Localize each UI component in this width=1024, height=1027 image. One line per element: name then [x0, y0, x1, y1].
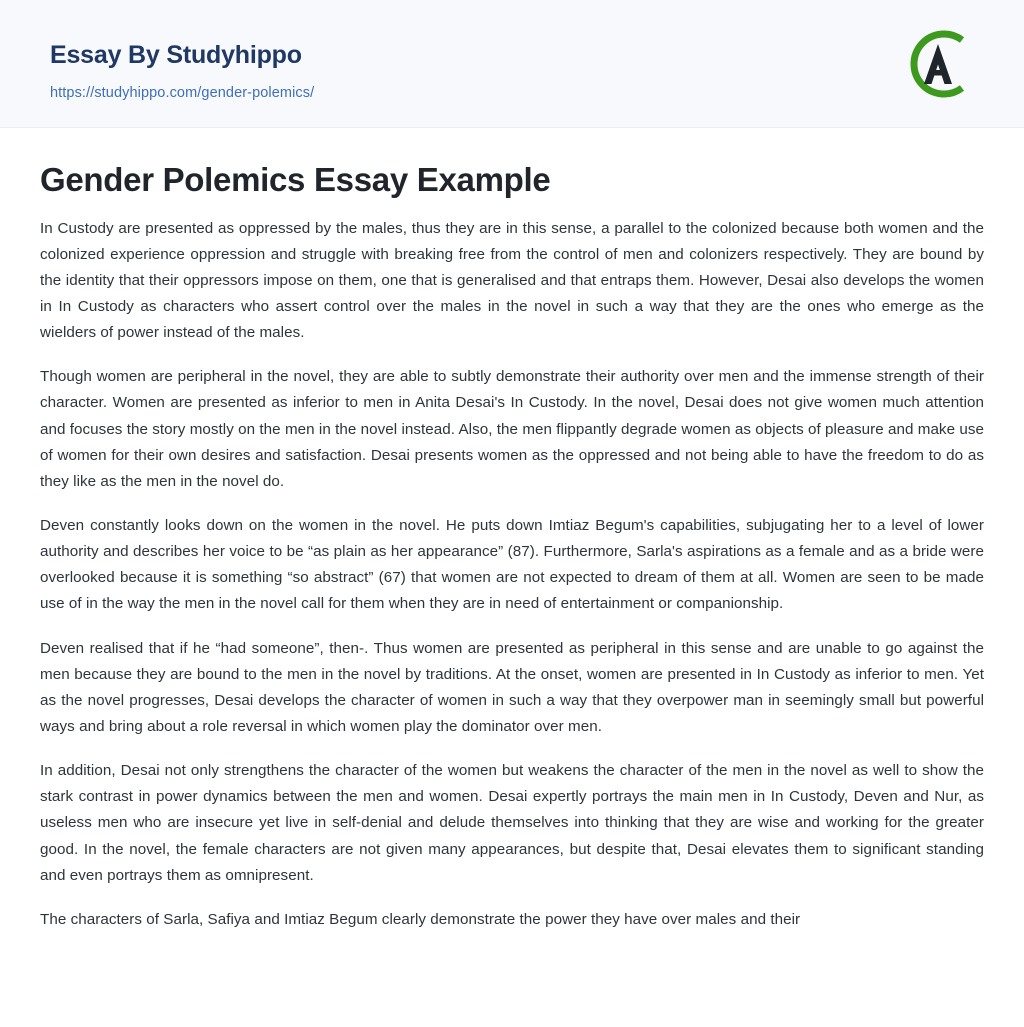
page-title: Gender Polemics Essay Example [40, 161, 551, 198]
paragraph: In Custody are presented as oppressed by the males, thus they are in this sense, a parallel to the colonized because both women and the colonized experience oppression and struggle with breaking free from the control of men and colonizers respectively. They are bound by the identity that their oppressors impose on them, one that is generalised and that entraps them. However, Desai also develops the women in In Custody as characters who assert control over the males in the novel in such a way that they are the ones who emerge as the wielders of power instead of the males. [40, 219, 984, 342]
brand [50, 40, 302, 70]
paragraph: Deven constantly looks down on the women in the novel. He puts down Imtiaz Begum's capabilities, subjugating her to a level of lower authority and describes her voice to be “as plain as her appearance” (87). Furthermore, Sarla's aspirations as a female and as a bride were overlooked because it is something “so abstract” (67) that women are not expected to dream of them at all. Women are seen to be made use of in the way the men in the novel call for them when they are in need of entertainment or companionship. [40, 517, 984, 613]
paragraph: The characters of Sarla, Safiya and Imtiaz Begum clearly demonstrate the power they have over males and their [40, 910, 801, 928]
page-header [0, 0, 1024, 128]
source-url-link[interactable]: https://studyhippo.com/gender-polemics/ [50, 85, 315, 101]
studyhippo-logo-icon [896, 22, 980, 106]
brand-title: Essay By Studyhippo [50, 41, 302, 69]
paragraph: In addition, Desai not only strengthens the character of the women but weakens the character of the men in the novel as well to show the stark contrast in power dynamics between the men and women. Desai expertly portrays the main men in In Custody, Deven and Nur, as useless men who are insecure yet live in self-denial and delude themselves into thinking that they are wise and working for the greater good. In the novel, the female characters are not given many appearances, but despite that, Desai elevates them to significant standing and even portrays them as omnipresent. [40, 762, 984, 884]
article-body [0, 128, 1024, 933]
paragraph: Though women are peripheral in the novel, they are able to subtly demonstrate their authority over men and the immense strength of their character. Women are presented as inferior to men in Anita Desai's In Custody. In the novel, Desai does not give women much attention and focuses the story mostly on the men in the novel instead. Also, the men flippantly degrade women as objects of pleasure and make use of women for their own desires and satisfaction. Desai presents women as the oppressed and not being able to have the freedom to do as they like as the men in the novel do. [40, 368, 984, 490]
paragraph: Deven realised that if he “had someone”, then-. Thus women are presented as peripheral in this sense and are unable to go against the men because they are bound to the men in the novel by traditions. At the onset, women are presented in In Custody as inferior to men. Yet as the novel progresses, Desai develops the character of women in such a way that they overpower man in seemingly small but powerful ways and bring about a role reversal in which women play the dominator over men. [40, 639, 984, 735]
